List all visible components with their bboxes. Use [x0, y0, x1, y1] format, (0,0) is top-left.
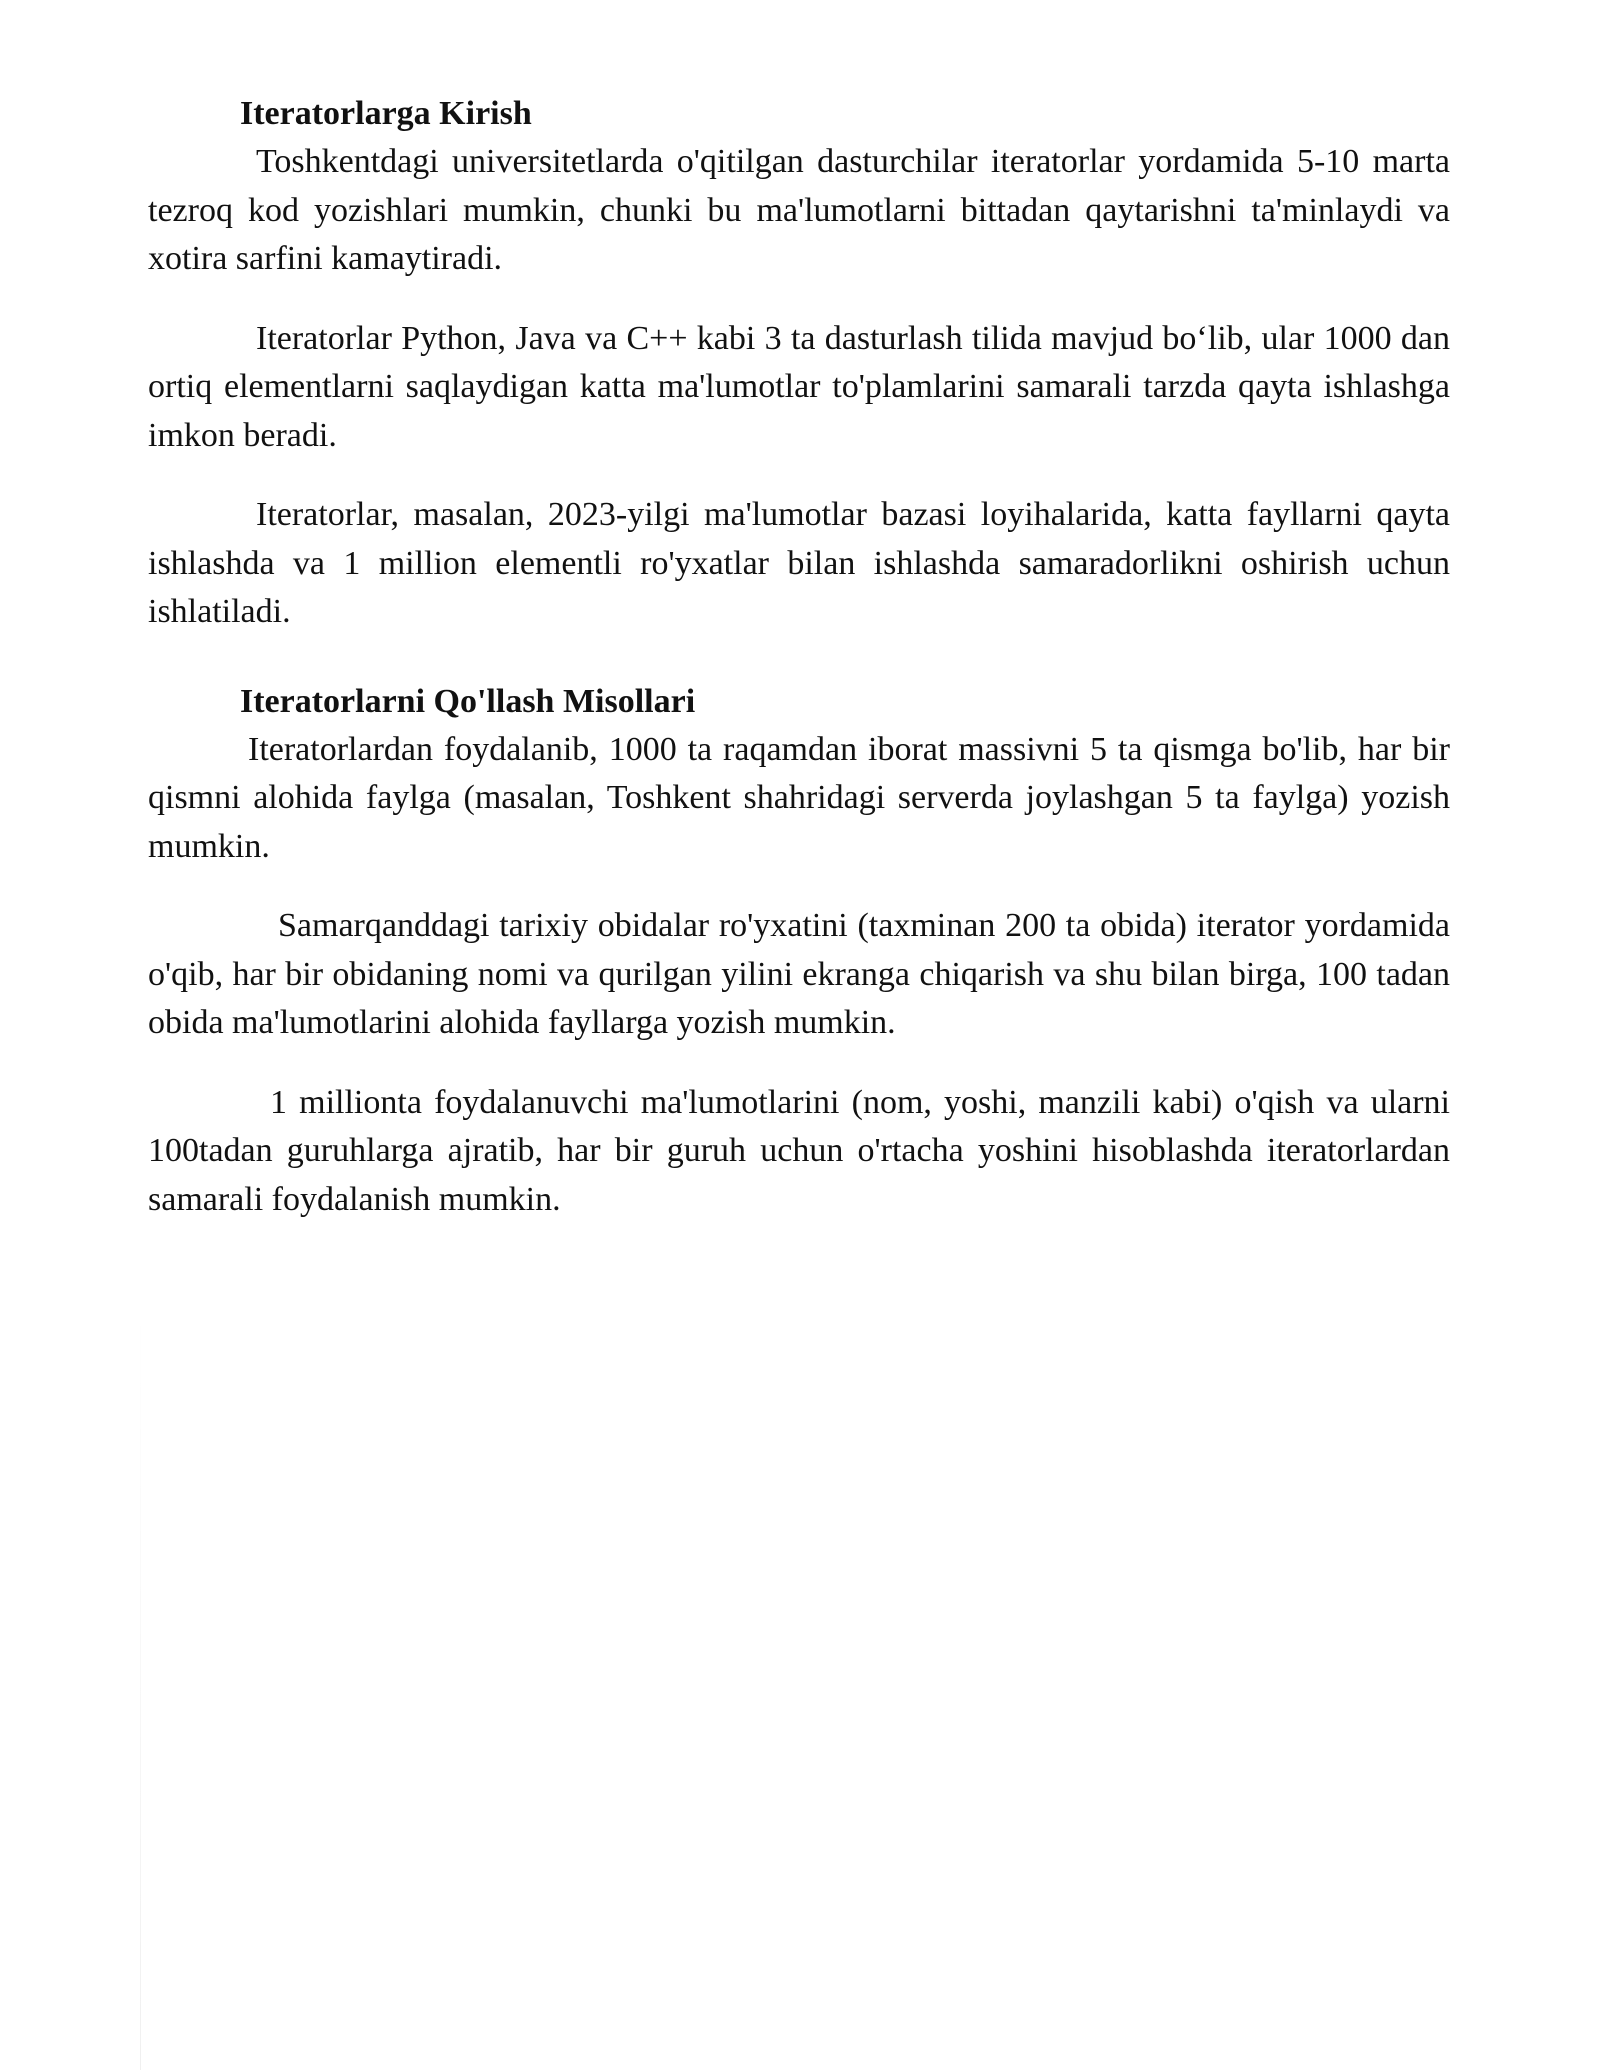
section-spacer — [148, 668, 1450, 678]
paragraph: Iteratorlar, masalan, 2023-yilgi ma'lumotlar bazasi loyihalarida, katta fayllarni qayta ishlashda va 1 million elementli ro'yxatlar bilan ishlashda samaradorlikni oshirish uchun ishlatiladi. — [148, 496, 1450, 630]
document-body — [148, 90, 1450, 1255]
paragraph: Iteratorlardan foydalanib, 1000 ta raqamdan iborat massivni 5 ta qismga bo'lib, har bir qismni alohida faylga (masalan, Toshkent shahridagi serverda joylashgan 5 ta faylga) yozish mumkin. — [148, 730, 1450, 865]
page-edge-shadow — [140, 1300, 141, 2070]
section-heading-intro: Iteratorlarga Kirish — [240, 95, 532, 132]
paragraph: Samarqanddagi tarixiy obidalar ro'yxatini (taxminan 200 ta obida) iterator yordamida o'qib, har bir obidaning nomi va qurilgan yilini ekranga chiqarish va shu bilan birga, 100 tadan obida ma'lumotlarini alohida fayllarga yozish mumkin. — [148, 907, 1450, 1041]
paragraph: Toshkentdagi universitetlarda o'qitilgan dasturchilar iteratorlar yordamida 5-10 marta tezroq kod yozishlari mumkin, chunki bu ma'lumotlarni bittadan qaytarishni ta'minlaydi va xotira sarfini kamaytiradi. — [148, 143, 1450, 277]
section-heading-examples: Iteratorlarni Qo'llash Misollari — [240, 682, 696, 720]
paragraph: 1 millionta foydalanuvchi ma'lumotlarini (nom, yoshi, manzili kabi) o'qish va ularni 100tadan guruhlarga ajratib, har bir guruh uchun o'rtacha yoshini hisoblashda iteratorlardan samarali foydalanish mumkin. — [148, 1083, 1450, 1218]
paragraph: Iteratorlar Python, Java va C++ kabi 3 ta dasturlash tilida mavjud bo‘lib, ular 1000 dan ortiq elementlarni saqlaydigan katta ma'lumotlar to'plamlarini samarali tarzda qayta ishlashga imkon beradi. — [148, 319, 1450, 454]
